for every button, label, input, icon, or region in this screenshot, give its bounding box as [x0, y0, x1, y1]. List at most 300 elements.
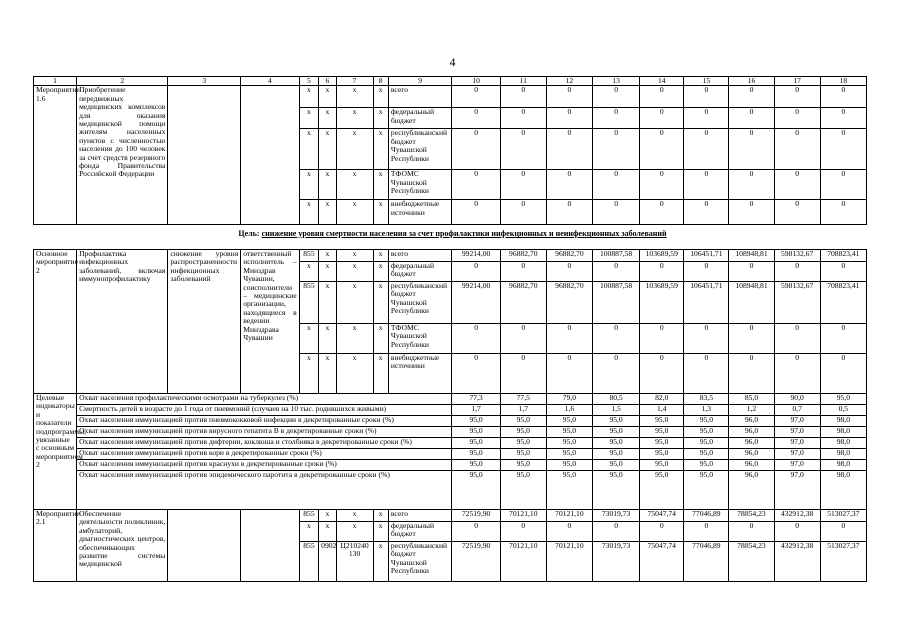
value-cell: 0 — [774, 324, 820, 354]
indicator-row — [34, 427, 867, 438]
header-row — [34, 77, 867, 86]
value-cell: 77,5 — [500, 394, 546, 405]
cell: x — [299, 354, 318, 394]
indicator-row — [34, 405, 867, 416]
value-cell: 72519,90 — [452, 510, 500, 522]
value-cell: 0 — [729, 324, 774, 354]
header-cell: 6 — [319, 77, 336, 86]
value-cell: 0 — [593, 522, 640, 542]
value-cell: 95,0 — [500, 471, 546, 510]
value-cell: 0 — [452, 129, 500, 170]
cell: x — [336, 354, 373, 394]
value-cell: 0 — [500, 522, 546, 542]
value-cell: 95,0 — [500, 427, 546, 438]
measure-name: Профилактика инфекционных заболеваний, включая иммунопрофилактику — [77, 250, 168, 394]
funding-source: республиканский бюджет Чувашской Республики — [388, 282, 452, 324]
value-cell: 95,0 — [640, 449, 684, 460]
value-cell: 0 — [546, 86, 592, 108]
cell: x — [373, 354, 388, 394]
value-cell: 96882,70 — [546, 282, 592, 324]
value-cell: 0 — [640, 262, 684, 282]
header-cell: 13 — [593, 77, 640, 86]
header-cell: 2 — [77, 77, 168, 86]
value-cell: 95,0 — [546, 460, 592, 471]
value-cell: 0 — [500, 86, 546, 108]
value-cell: 0 — [684, 354, 729, 394]
value-cell: 95,0 — [640, 416, 684, 427]
value-cell: 0 — [684, 129, 729, 170]
funding-source: федеральный бюджет — [388, 522, 452, 542]
header-cell: 17 — [774, 77, 820, 86]
header-cell: 14 — [640, 77, 684, 86]
value-cell: 0 — [546, 324, 592, 354]
value-cell: 95,0 — [452, 471, 500, 510]
cell: x — [319, 250, 336, 262]
value-cell: 0 — [729, 108, 774, 129]
value-cell: 96882,70 — [546, 250, 592, 262]
value-cell: 99214,00 — [452, 250, 500, 262]
value-cell: 0 — [820, 108, 866, 129]
value-cell: 0 — [593, 262, 640, 282]
funding-source: республиканский бюджет Чувашской Республики — [388, 129, 452, 170]
value-cell: 0 — [452, 170, 500, 200]
value-cell: 0 — [774, 200, 820, 225]
value-cell: 0 — [684, 108, 729, 129]
value-cell: 0 — [820, 324, 866, 354]
value-cell: 0 — [729, 200, 774, 225]
value-cell: 0,5 — [820, 405, 866, 416]
value-cell: 0 — [820, 354, 866, 394]
header-cell: 11 — [500, 77, 546, 86]
value-cell: 0 — [500, 129, 546, 170]
goal-heading — [0, 229, 905, 238]
header-cell: 9 — [388, 77, 452, 86]
value-cell: 0 — [593, 354, 640, 394]
value-cell: 95,0 — [593, 449, 640, 460]
value-cell: 106451,71 — [684, 250, 729, 262]
value-cell: 100887,58 — [593, 250, 640, 262]
indicator-text: Охват населения иммунизацией против вирусного гепатита В в декретированные сроки (%) — [77, 427, 452, 438]
value-cell: 95,0 — [684, 438, 729, 449]
value-cell: 98,0 — [820, 416, 866, 427]
value-cell: 1,7 — [500, 405, 546, 416]
cell: x — [336, 129, 373, 170]
header-cell: 16 — [729, 77, 774, 86]
measure-executor: ответственный исполнитель – Минздрав Чувашии, соисполнители – медицинские организации, находящиеся в ведении Минздрава Чувашии — [241, 250, 299, 394]
value-cell: 0 — [729, 522, 774, 542]
cell: x — [373, 129, 388, 170]
value-cell: 0 — [774, 86, 820, 108]
value-cell: 0 — [729, 170, 774, 200]
value-cell: 97,0 — [774, 460, 820, 471]
value-cell: 0 — [684, 522, 729, 542]
value-cell: 96,0 — [729, 416, 774, 427]
header-cell: 5 — [299, 77, 318, 86]
header-cell: 12 — [546, 77, 592, 86]
value-cell: 95,0 — [684, 427, 729, 438]
value-cell: 95,0 — [546, 438, 592, 449]
value-cell: 0 — [452, 354, 500, 394]
value-cell: 0,7 — [774, 405, 820, 416]
value-cell: 0 — [684, 200, 729, 225]
measure-result: снижение уровня распространенности инфекционных заболеваний — [168, 250, 241, 394]
value-cell: 0 — [774, 354, 820, 394]
funding-source: федеральный бюджет — [388, 262, 452, 282]
value-cell: 0 — [820, 86, 866, 108]
value-cell: 77046,89 — [684, 510, 729, 522]
cell: x — [373, 522, 388, 542]
cell: x — [319, 262, 336, 282]
value-cell: 95,0 — [640, 427, 684, 438]
value-cell: 85,0 — [729, 394, 774, 405]
value-cell: 70121,10 — [500, 510, 546, 522]
cell: x — [336, 262, 373, 282]
cell: 855 — [299, 510, 318, 522]
indicator-text: Охват населения иммунизацией против пневмококковой инфекции в декретированные сроки (%) — [77, 416, 452, 427]
cell: x — [373, 542, 388, 582]
value-cell: 0 — [820, 522, 866, 542]
cell: x — [373, 262, 388, 282]
value-cell: 98,0 — [820, 449, 866, 460]
cell: x — [319, 354, 336, 394]
value-cell: 432912,38 — [774, 510, 820, 522]
value-cell: 95,0 — [452, 416, 500, 427]
indicator-row — [34, 416, 867, 427]
measure-result — [168, 86, 241, 225]
cell: x — [319, 108, 336, 129]
value-cell: 0 — [774, 522, 820, 542]
value-cell: 97,0 — [774, 471, 820, 510]
value-cell: 0 — [500, 354, 546, 394]
value-cell: 708823,41 — [820, 282, 866, 324]
value-cell: 1,6 — [546, 405, 592, 416]
measure-label: Основное мероприятие 2 — [34, 250, 77, 394]
value-cell: 0 — [452, 86, 500, 108]
measure-executor — [241, 86, 299, 225]
value-cell: 98,0 — [820, 460, 866, 471]
value-cell: 0 — [593, 324, 640, 354]
value-cell: 0 — [452, 324, 500, 354]
cell: x — [373, 510, 388, 522]
cell: x — [299, 129, 318, 170]
measure-name: Обеспечение деятельности поликлиник, амбулаторий, диагностических центров, обеспечивающих развитие системы медицинской — [77, 510, 168, 582]
cell: x — [373, 324, 388, 354]
value-cell: 95,0 — [820, 394, 866, 405]
cell: x — [299, 200, 318, 225]
value-cell: 95,0 — [452, 427, 500, 438]
value-cell: 513027,37 — [820, 510, 866, 522]
value-cell: 97,0 — [774, 449, 820, 460]
value-cell: 0 — [546, 262, 592, 282]
cell: x — [319, 129, 336, 170]
cell: x — [299, 324, 318, 354]
value-cell: 0 — [546, 108, 592, 129]
value-cell: 95,0 — [593, 438, 640, 449]
indicator-row — [34, 460, 867, 471]
value-cell: 0 — [684, 170, 729, 200]
value-cell: 95,0 — [640, 460, 684, 471]
value-cell: 95,0 — [640, 471, 684, 510]
cell: x — [319, 282, 336, 324]
cell: x — [299, 170, 318, 200]
value-cell: 79,0 — [546, 394, 592, 405]
value-cell: 0 — [820, 170, 866, 200]
value-cell: 95,0 — [684, 449, 729, 460]
value-cell: 96,0 — [729, 438, 774, 449]
funding-source: внебюджетные источники — [388, 200, 452, 225]
value-cell: 96882,70 — [500, 250, 546, 262]
value-cell: 75047,74 — [640, 510, 684, 522]
value-cell: 77,3 — [452, 394, 500, 405]
table-part-1 — [33, 76, 867, 225]
cell: x — [299, 108, 318, 129]
value-cell: 0 — [774, 108, 820, 129]
value-cell: 95,0 — [684, 471, 729, 510]
value-cell: 0 — [684, 86, 729, 108]
value-cell: 70121,10 — [546, 542, 592, 582]
value-cell: 95,0 — [593, 416, 640, 427]
value-cell: 0 — [500, 324, 546, 354]
value-cell: 95,0 — [684, 460, 729, 471]
cell: x — [373, 282, 388, 324]
funding-source: всего — [388, 86, 452, 108]
indicator-text: Охват населения иммунизацией против краснухи в декретированные сроки (%) — [77, 460, 452, 471]
value-cell: 95,0 — [452, 460, 500, 471]
value-cell: 0 — [640, 108, 684, 129]
value-cell: 72519,90 — [452, 542, 500, 582]
value-cell: 513027,37 — [820, 542, 866, 582]
funding-source: внебюджетные источники — [388, 354, 452, 394]
cell: x — [336, 324, 373, 354]
value-cell: 96882,70 — [500, 282, 546, 324]
cell: x — [336, 522, 373, 542]
header-cell: 7 — [336, 77, 373, 86]
funding-source: ТФОМС Чувашской Республики — [388, 170, 452, 200]
value-cell: 0 — [820, 262, 866, 282]
value-cell: 0 — [546, 129, 592, 170]
value-cell: 0 — [452, 262, 500, 282]
cell: x — [336, 200, 373, 225]
measure-label: Мероприятие 1.6 — [34, 86, 77, 225]
header-cell: 3 — [168, 77, 241, 86]
value-cell: 97,0 — [774, 427, 820, 438]
value-cell: 0 — [820, 129, 866, 170]
value-cell: 598132,67 — [774, 250, 820, 262]
value-cell: 103689,59 — [640, 250, 684, 262]
cell: 855 — [299, 542, 318, 582]
header-cell: 18 — [820, 77, 866, 86]
header-cell: 15 — [684, 77, 729, 86]
cell: x — [336, 250, 373, 262]
value-cell: 95,0 — [452, 438, 500, 449]
value-cell: 95,0 — [640, 438, 684, 449]
indicator-row — [34, 471, 867, 510]
value-cell: 98,0 — [820, 471, 866, 510]
value-cell: 73019,73 — [593, 542, 640, 582]
value-cell: 708823,41 — [820, 250, 866, 262]
table-part-2 — [33, 249, 867, 582]
value-cell: 106451,71 — [684, 282, 729, 324]
cell: x — [336, 282, 373, 324]
value-cell: 78854,23 — [729, 542, 774, 582]
cell: x — [336, 170, 373, 200]
value-cell: 95,0 — [500, 449, 546, 460]
value-cell: 96,0 — [729, 471, 774, 510]
value-cell: 98,0 — [820, 438, 866, 449]
value-cell: 0 — [729, 262, 774, 282]
value-cell: 0 — [640, 86, 684, 108]
funding-source: всего — [388, 250, 452, 262]
cell: 855 — [299, 250, 318, 262]
value-cell: 0 — [640, 129, 684, 170]
value-cell: 0 — [640, 170, 684, 200]
page-number: 4 — [449, 55, 456, 69]
measure-name: Приобретение передвижных медицинских комплексов для оказания медицинской помощи жителям населенных пунктов с численностью населения до 100 человек за счет средств резервного фонда Правительства Российской Федерации — [77, 86, 168, 225]
value-cell: 0 — [640, 324, 684, 354]
value-cell: 0 — [546, 200, 592, 225]
value-cell: 0 — [774, 129, 820, 170]
table-row — [34, 250, 867, 262]
value-cell: 95,0 — [546, 427, 592, 438]
indicator-row — [34, 438, 867, 449]
value-cell: 0 — [684, 262, 729, 282]
value-cell: 95,0 — [452, 449, 500, 460]
cell: Ц210240130 — [336, 542, 373, 582]
measure-label: Мероприятие 2.1 — [34, 510, 77, 582]
table-row — [34, 86, 867, 108]
value-cell: 70121,10 — [500, 542, 546, 582]
value-cell: 97,0 — [774, 438, 820, 449]
value-cell: 95,0 — [500, 460, 546, 471]
table-row — [34, 510, 867, 522]
value-cell: 0 — [452, 200, 500, 225]
indicator-text: Смертность детей в возрасте до 1 года от пневмоний (случаев на 10 тыс. родившихся живыми) — [77, 405, 452, 416]
value-cell: 0 — [546, 354, 592, 394]
value-cell: 1,7 — [452, 405, 500, 416]
value-cell: 0 — [774, 170, 820, 200]
cell: 0902 — [319, 542, 336, 582]
indicator-text: Охват населения профилактическими осмотрами на туберкулез (%) — [77, 394, 452, 405]
value-cell: 96,0 — [729, 427, 774, 438]
value-cell: 0 — [684, 324, 729, 354]
value-cell: 98,0 — [820, 427, 866, 438]
header-cell: 8 — [373, 77, 388, 86]
cell: x — [336, 510, 373, 522]
indicator-row — [34, 394, 867, 405]
value-cell: 0 — [500, 262, 546, 282]
value-cell: 0 — [729, 129, 774, 170]
value-cell: 598132,67 — [774, 282, 820, 324]
value-cell: 0 — [774, 262, 820, 282]
value-cell: 70121,10 — [546, 510, 592, 522]
value-cell: 0 — [546, 522, 592, 542]
value-cell: 0 — [593, 86, 640, 108]
goal-text: снижение уровня смертности населения за счет профилактики инфекционных и неинфекционных заболеваний — [261, 229, 667, 238]
value-cell: 95,0 — [593, 471, 640, 510]
value-cell: 75047,74 — [640, 542, 684, 582]
value-cell: 108948,81 — [729, 282, 774, 324]
funding-source: федеральный бюджет — [388, 108, 452, 129]
indicators-label: Целевые индикаторы и показатели подпрограммы, увязанные с основным мероприятием 2 — [34, 394, 77, 510]
cell: x — [319, 200, 336, 225]
indicator-text: Охват населения иммунизацией против дифтерии, коклюша и столбняка в декретированные сроки (%) — [77, 438, 452, 449]
value-cell: 95,0 — [684, 416, 729, 427]
value-cell: 0 — [593, 129, 640, 170]
header-cell: 1 — [34, 77, 77, 86]
cell: x — [373, 250, 388, 262]
cell: x — [373, 170, 388, 200]
value-cell: 103689,59 — [640, 282, 684, 324]
value-cell: 0 — [640, 354, 684, 394]
value-cell: 73019,73 — [593, 510, 640, 522]
value-cell: 95,0 — [500, 416, 546, 427]
value-cell: 0 — [640, 200, 684, 225]
value-cell: 95,0 — [593, 460, 640, 471]
value-cell: 0 — [640, 522, 684, 542]
value-cell: 0 — [452, 108, 500, 129]
value-cell: 1,4 — [640, 405, 684, 416]
funding-source: всего — [388, 510, 452, 522]
value-cell: 99214,00 — [452, 282, 500, 324]
goal-prefix: Цель: — [238, 229, 262, 238]
value-cell: 95,0 — [593, 427, 640, 438]
cell: 855 — [299, 282, 318, 324]
value-cell: 0 — [820, 200, 866, 225]
measure-executor — [241, 510, 299, 582]
value-cell: 95,0 — [500, 438, 546, 449]
value-cell: 95,0 — [546, 449, 592, 460]
header-cell: 10 — [452, 77, 500, 86]
value-cell: 108948,81 — [729, 250, 774, 262]
funding-source: республиканский бюджет Чувашской Республики — [388, 542, 452, 582]
value-cell: 0 — [500, 170, 546, 200]
value-cell: 0 — [500, 108, 546, 129]
value-cell: 77046,89 — [684, 542, 729, 582]
value-cell: 0 — [729, 354, 774, 394]
cell: x — [373, 200, 388, 225]
cell: x — [299, 86, 318, 108]
value-cell: 96,0 — [729, 449, 774, 460]
cell: x — [373, 108, 388, 129]
cell: x — [319, 324, 336, 354]
value-cell: 1,2 — [729, 405, 774, 416]
cell: x — [299, 262, 318, 282]
value-cell: 0 — [546, 170, 592, 200]
value-cell: 95,0 — [546, 416, 592, 427]
cell: x — [319, 522, 336, 542]
header-cell: 4 — [241, 77, 299, 86]
value-cell: 97,0 — [774, 416, 820, 427]
value-cell: 0 — [593, 108, 640, 129]
value-cell: 78854,23 — [729, 510, 774, 522]
value-cell: 83,5 — [684, 394, 729, 405]
indicator-text: Охват населения иммунизацией против эпидемического паротита в декретированные сроки (%) — [77, 471, 452, 510]
value-cell: 96,0 — [729, 460, 774, 471]
cell: x — [336, 108, 373, 129]
cell: x — [319, 170, 336, 200]
cell: x — [336, 86, 373, 108]
value-cell: 82,0 — [640, 394, 684, 405]
funding-source: ТФОМС Чувашской Республики — [388, 324, 452, 354]
cell: x — [299, 522, 318, 542]
cell: x — [319, 510, 336, 522]
cell: x — [373, 86, 388, 108]
measure-result — [168, 510, 241, 582]
value-cell: 1,3 — [684, 405, 729, 416]
value-cell: 0 — [500, 200, 546, 225]
value-cell: 0 — [452, 522, 500, 542]
value-cell: 100887,58 — [593, 282, 640, 324]
